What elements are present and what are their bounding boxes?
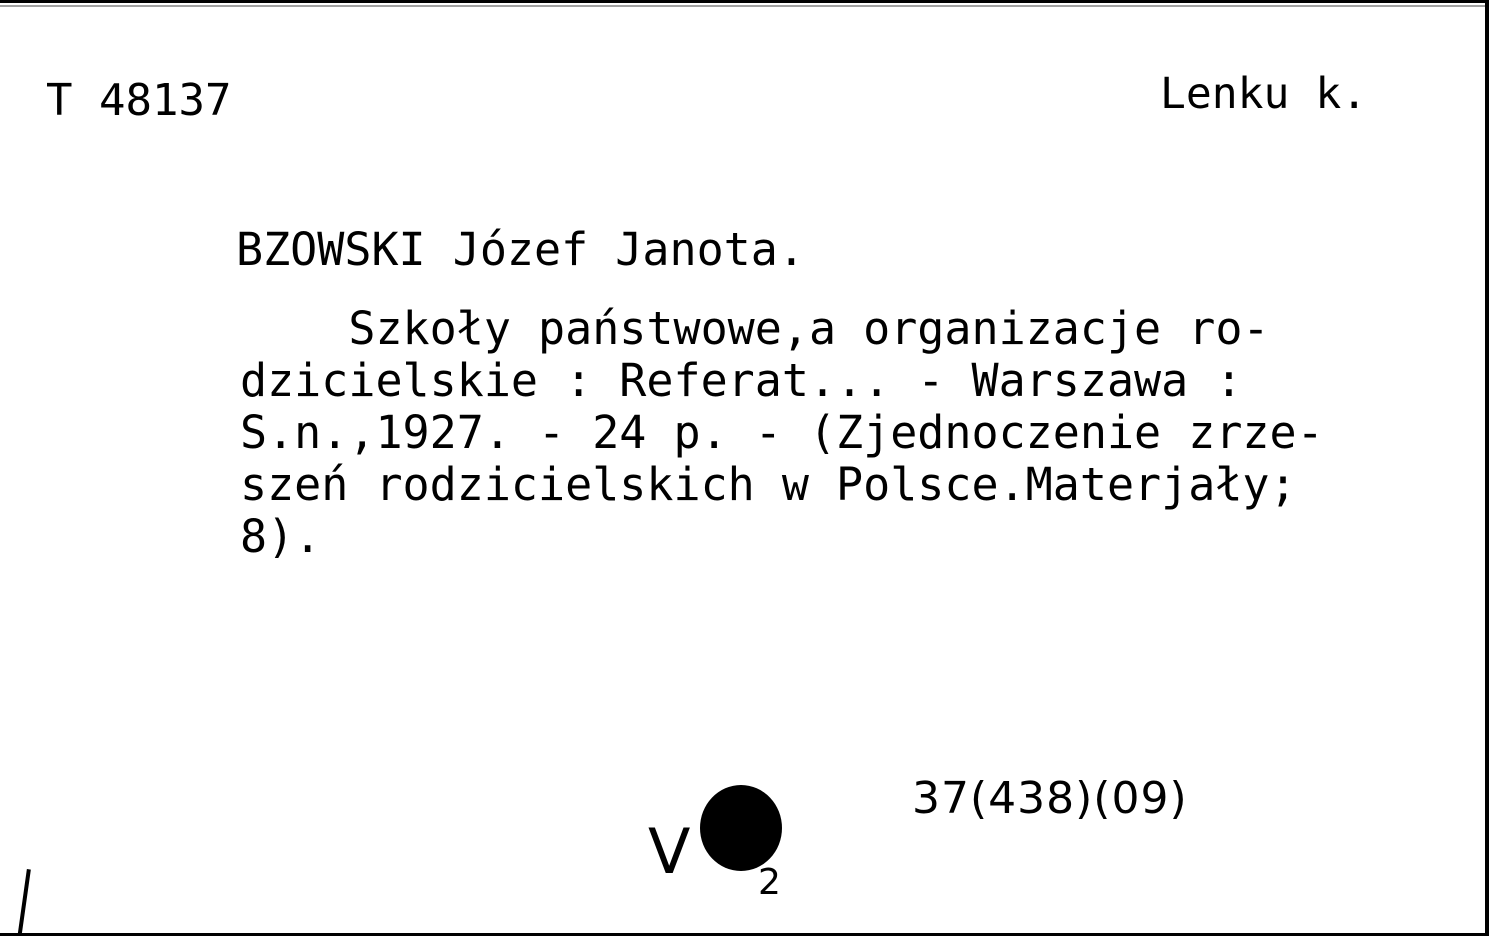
copy-count: 2	[758, 862, 781, 903]
description-line: 8).	[240, 510, 322, 563]
description-line: S.n.,1927. - 24 p. - (Zjednoczenie zrze-	[240, 406, 1324, 459]
bibliographic-description	[240, 303, 1324, 563]
classification-number: 37(438)(09)	[912, 773, 1188, 824]
description-line: szeń rodzicielskich w Polsce.Materjały;	[240, 458, 1297, 511]
call-number: T 48137	[46, 75, 232, 126]
margin-pen-stroke	[17, 869, 31, 936]
description-line: dzicielskie : Referat... - Warszawa :	[240, 354, 1243, 407]
description-line: Szkoły państwowe,a organizacje ro-	[240, 302, 1270, 355]
ink-stamp-dot	[700, 785, 782, 871]
card-top-edge	[0, 5, 1489, 7]
check-mark: V	[648, 815, 691, 888]
author-heading: BZOWSKI Józef Janota.	[236, 223, 805, 276]
location-note: Lenku k.	[1160, 69, 1368, 119]
